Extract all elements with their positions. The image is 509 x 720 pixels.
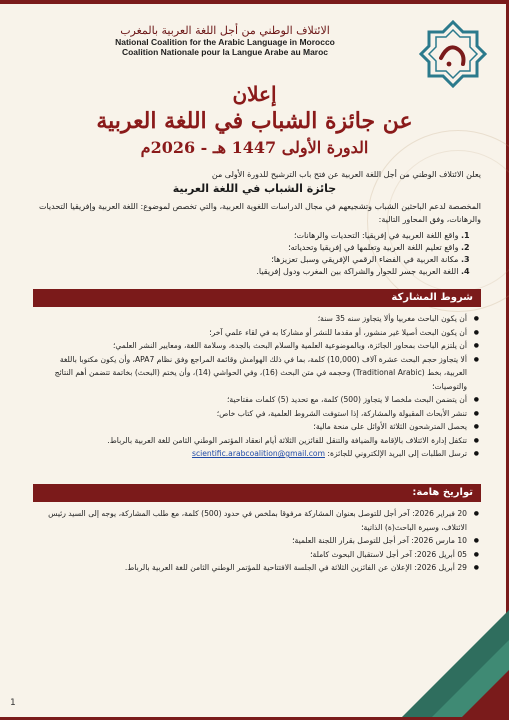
- prize-name: جائزة الشباب في اللغة العربية: [172, 182, 337, 195]
- date-item: ● 05 أبريل 2026: آخر أجل لاستقبال البحوث كاملة؛: [43, 548, 479, 562]
- intro-line: يعلن الائتلاف الوطني من أجل اللغة العربية عن فتح باب الترشيح للدورة الأولى من: [211, 170, 481, 179]
- axis-item: 4. اللغة العربية جسر للحوار والشراكة بين المغرب ودول إفريقيا.: [256, 267, 470, 276]
- axis-item: 2. واقع تعليم اللغة العربية وتعلمها في إفريقيا وتحدياته؛: [288, 243, 470, 252]
- dates-heading: تواريخ هامة:: [33, 484, 481, 502]
- email-link[interactable]: scientific.arabcoalition@gmail.com: [191, 449, 325, 458]
- date-item: ● 10 مارس 2026: آخر أجل للتوصل بقرار اللجنة العلمية؛: [43, 534, 479, 548]
- conditions-heading: شروط المشاركة: [33, 289, 481, 307]
- condition-item: ● أن يلتزم الباحث بمحاور الجائزة، وبالموضوعية العلمية والسلام البحث بالجدة، وسلامة اللغة، ومعايير النشر العلمي؛: [43, 339, 479, 353]
- condition-item: ● ألا يتجاوز حجم البحث عشرة آلاف (10,000) كلمة، بما في ذلك الهوامش وقائمة المراجع وفق نظام APA7، وأن يكون مكتوبا باللغة العربية، بخط (Traditional Arabic) وحجمه في متن البحث (16)، وفي الحواشي (14)، وأن يختم (البحث) بخاتمة تتضمن أهم النتائج والتوصيات؛: [43, 353, 479, 394]
- edition-line: الدورة الأولى 1447 هـ - 2026م: [140, 138, 369, 157]
- org-name-ar: الائتلاف الوطني من أجل اللغة العربية بالمغرب: [120, 24, 330, 37]
- axis-item: 3. مكانة العربية في الفضاء الرقمي الإفريقي وسبل تعزيزها؛: [271, 255, 470, 264]
- page-number: 1: [10, 698, 16, 708]
- date-item: ● 20 فبراير 2026: آخر أجل للتوصل بعنوان المشاركة مرفوقا بملخص في حدود (500) كلمة، مع طلب المشاركة، يوجه إلى السيد رئيس الائتلاف، وسيرة الباحث(ة) الذاتية؛: [43, 507, 479, 534]
- axes-list: [49, 230, 479, 278]
- intro-description: المخصصة لدعم الباحثين الشباب وتشجيعهم في مجال الدراسات اللغوية العربية، والتي تخصص لموضوع: اللغة العربية وإفريقيا التحديات والرهانات، وفق المحاور التالية:: [38, 202, 481, 224]
- top-border: [0, 0, 509, 4]
- organization-name: [65, 24, 385, 57]
- condition-item-email: ● ترسل الطلبات إلى البريد الإلكتروني للجائزة: scientific.arabcoalition@gmail.com: [43, 447, 479, 461]
- announcement-label: إعلان: [232, 82, 277, 106]
- footer-ornament: [389, 600, 509, 720]
- conditions-list: [43, 312, 479, 461]
- coalition-logo: [419, 20, 487, 88]
- org-name-fr: Coalition Nationale pour la Langue Arabe au Maroc: [121, 47, 329, 57]
- condition-item: ● يحصل المترشحون الثلاثة الأوائل على منحة مالية؛: [43, 420, 479, 434]
- date-item: ● 29 أبريل 2026: الإعلان عن الفائزين الثلاثة في الجلسة الافتتاحية للمؤتمر الوطني الثامن للغة العربية بالرباط.: [43, 561, 479, 575]
- condition-item: ● أن يكون الباحث مغربيا وألا يتجاوز سنه 35 سنة؛: [43, 312, 479, 326]
- condition-item: ● تنشر الأبحاث المقبولة والمشاركة، إذا استوفت الشروط العلمية، في كتاب خاص؛: [43, 407, 479, 421]
- condition-item: ● تتكفل إدارة الائتلاف بالإقامة والضيافة والتنقل للفائزين الثلاثة أيام انعقاد المؤتمر الوطني الثامن للغة العربية بالرباط.: [43, 434, 479, 448]
- announcement-title: عن جائزة الشباب في اللغة العربية: [96, 108, 413, 134]
- dates-list: [43, 507, 479, 575]
- axis-item: 1. واقع اللغة العربية في إفريقيا: التحديات والرهانات؛: [293, 231, 470, 240]
- condition-item: ● أن يكون البحث أصيلا غير منشور، أو مقدما للنشر أو مشاركا به في لقاء علمي آخر؛: [43, 326, 479, 340]
- org-name-en: National Coalition for the Arabic Language in Morocco: [115, 37, 335, 47]
- condition-item: ● أن يتضمن البحث ملخصا لا يتجاوز (500) كلمة، مع تحديد (5) كلمات مفتاحية؛: [43, 393, 479, 407]
